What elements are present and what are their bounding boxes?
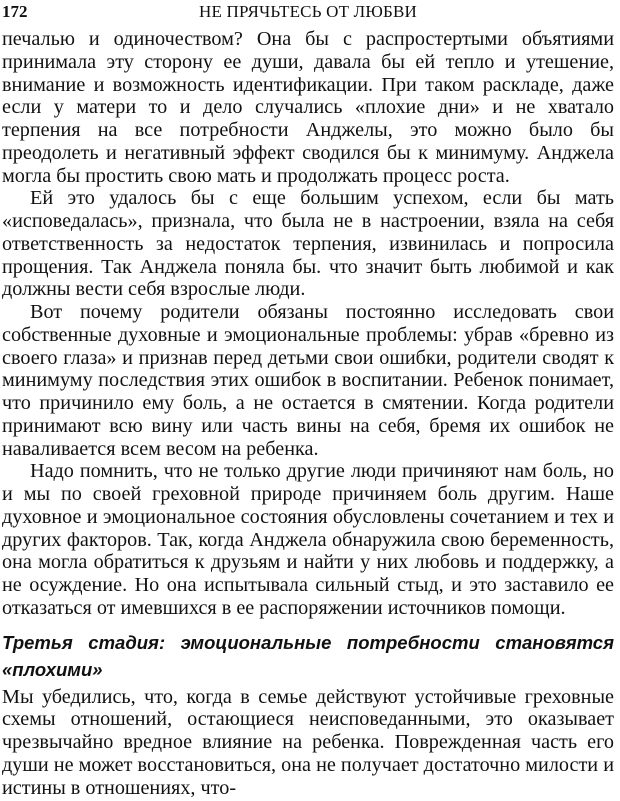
paragraph-5: Мы убедились, что, когда в семье действуют устойчивые греховные схемы отношений, остающиеся неисповеданными, это оказывает чрезвычайно вредное влияние на ребенка. Поврежденная часть его души не может восстановиться, она не получает достаточно милости и истины в отношениях, что- [2, 685, 614, 799]
body-text [2, 28, 614, 799]
paragraph-1: печалью и одиночеством? Она бы с распростертыми объятиями принимала эту сторону ее души, давала бы ей тепло и утешение, внимание и возможность идентификации. При таком раскладе, даже если у матери то и дело случались «плохие дни» и не хватало терпения на все потребности Анджелы, это можно было бы преодолеть и негативный эффект сводился бы к минимуму. Анджела могла бы простить свою мать и продолжать процесс роста. [2, 28, 614, 187]
paragraph-4: Надо помнить, что не только другие люди причиняют нам боль, но и мы по своей греховной природе причиняем боль другим. Наше духовное и эмоциональное состояния обусловлены сочетанием и тех и других факторов. Так, когда Анджела обнаружила свою беременность, она могла обратиться к друзьям и найти у них любовь и поддержку, а не осуждение. Но она испытывала сильный стыд, и это заставило ее отказаться от имевшихся в ее распоряжении источников помощи. [2, 460, 614, 619]
page-number: 172 [2, 2, 28, 21]
running-head [2, 2, 614, 22]
section-heading: Третья стадия: эмоциональные потребности становятся «плохими» [2, 631, 614, 680]
paragraph-3: Вот почему родители обязаны постоянно исследовать свои собственные духовные и эмоциональные проблемы: убрав «бревно из своего глаза» и признав перед детьми свои ошибки, родители сводят к минимуму последствия этих ошибок в воспитании. Ребенок понимает, что причинило ему боль, а не остается в смятении. Когда родители принимают всю вину или часть вины на себя, бремя их ошибок не наваливается всем весом на ребенка. [2, 301, 614, 460]
paragraph-2: Ей это удалось бы с еще большим успехом, если бы мать «исповедалась», признала, что была не в настроении, взяла на себя ответственность за недостаток терпения, извинилась и попросила прощения. Так Анджела поняла бы. что значит быть любимой и как должны вести себя взрослые люди. [2, 187, 614, 301]
running-title: НЕ ПРЯЧЬТЕСЬ ОТ ЛЮБВИ [198, 2, 418, 21]
